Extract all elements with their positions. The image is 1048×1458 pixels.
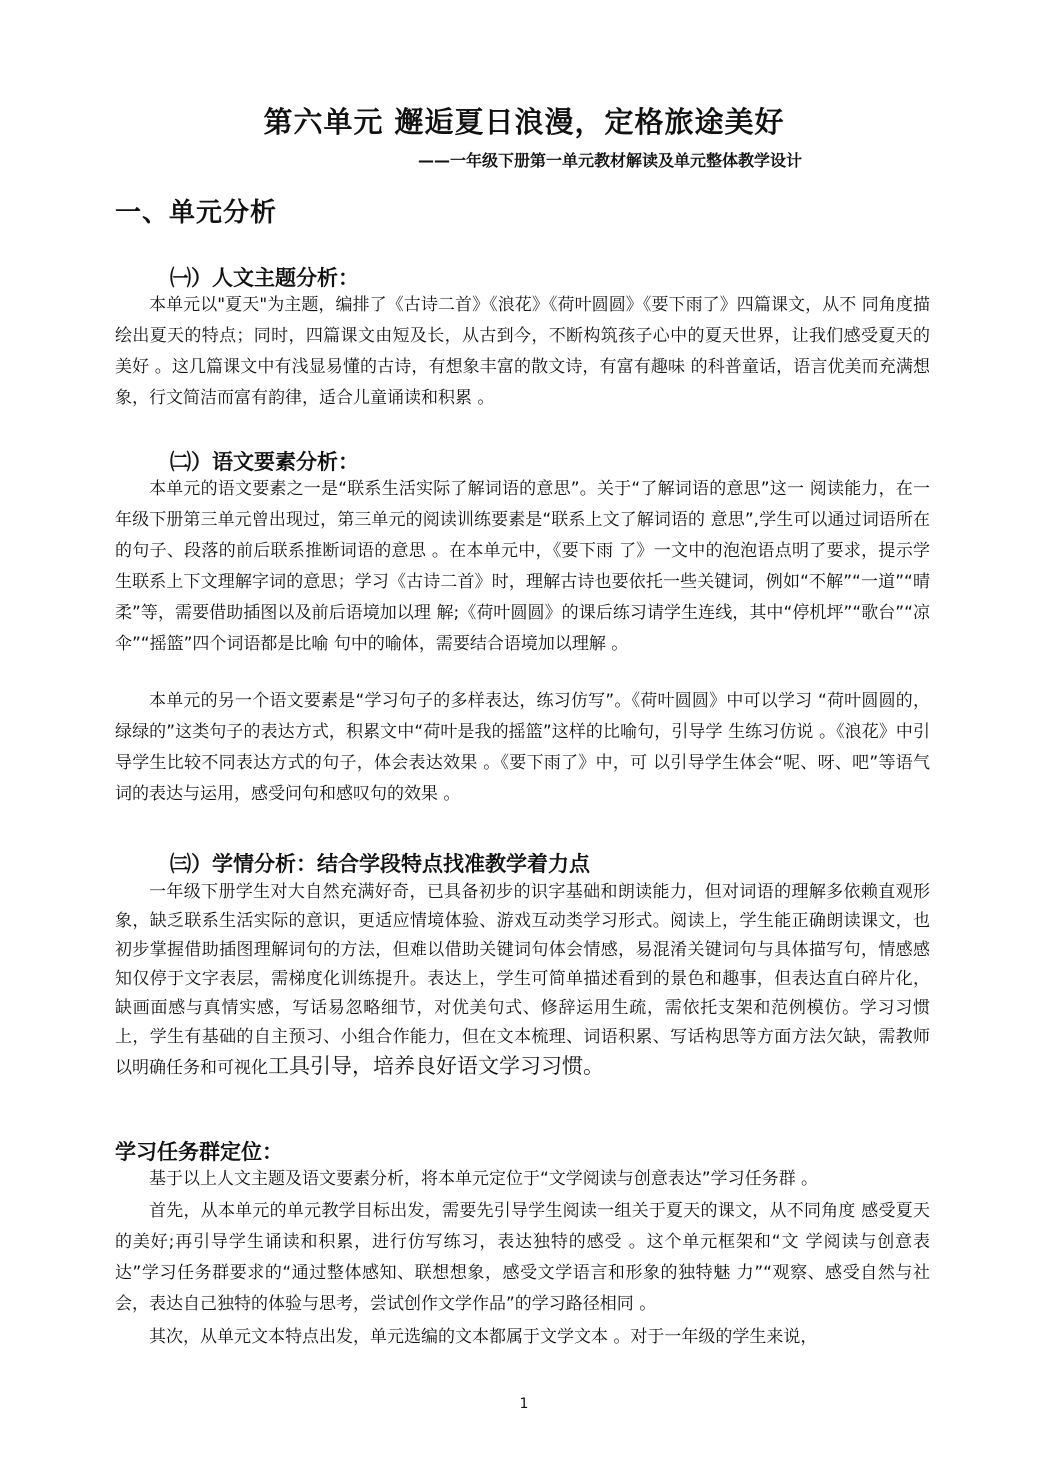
- learner-analysis-text: 一年级下册学生对大自然充满好奇，已具备初步的识字基础和朗读能力，但对词语的理解多依赖直观形象，缺乏联系生活实际的意识，更适应情境体验、游戏互动类学习形式。阅读上，学生能正确朗读课文，也初步掌握借助插图理解词句的方法，但难以借助关键词句体会情感，易混淆关键词句与具体描写句，情感感知仅停于文字表层，需梯度化训练提升。表达上，学生可简单描述看到的景色和趣事，但表达直白碎片化，缺画面感与真情实感，写话易忽略细节，对优美句式、修辞运用生疏，需依托支架和范例模仿。学习习惯上，学生有基础的自主预习、小组合作能力，但在文本梳理、词语积累、写话构思等方面方法欠缺，需教师以明确任务和可视化: [115, 882, 930, 1078]
- paragraph-task-group-1: 基于以上人文主题及语文要素分析，将本单元定位于“文学阅读与创意表达”学习任务群 。: [149, 1169, 819, 1189]
- document-title: 第六单元 邂逅夏日浪漫，定格旅途美好: [263, 105, 785, 139]
- subsection-heading-learner-analysis: ㈢）学情分析：结合学段特点找准教学着力点: [170, 852, 590, 876]
- learner-analysis-text-large: 工具引导，培养良好语文学习习惯。: [268, 1054, 604, 1078]
- heading-task-group-positioning: 学习任务群定位：: [115, 1140, 283, 1164]
- paragraph-learner-analysis: [115, 878, 930, 1083]
- subsection-heading-language-elements: ㈡）语文要素分析：: [170, 450, 359, 474]
- paragraph-task-group-2: 首先，从本单元的单元教学目标出发，需要先引导学生阅读一组关于夏天的课文，从不同角度 感受夏天的美好;再引导学生诵读和积累，进行仿写练习，表达独特的感受 。这个单元框架和“文 学阅读与创意表达”学习任务群要求的“通过整体感知、联想想象，感受文学语言和形象的独特魅 力”“观察、感受自然与社会，表达自己独特的体验与思考，尝试创作文学作品”的学习路径相同 。: [115, 1201, 930, 1314]
- paragraph-humanities-theme: 本单元以"夏天"为主题，编排了《古诗二首》《浪花》《荷叶圆圆》《要下雨了》四篇课文，从不 同角度描绘出夏天的特点；同时，四篇课文由短及长，从古到今，不断构筑孩子心中的夏天世界，让我们感受夏天的美好 。这几篇课文中有浅显易懂的古诗，有想象丰富的散文诗，有富有趣味 的科普童话，语言优美而充满想象，行文简洁而富有韵律，适合儿童诵读和积累 。: [115, 295, 930, 408]
- paragraph-task-group-3: 其次，从单元文本特点出发，单元选编的文本都属于文学文本 。对于一年级的学生来说，: [149, 1327, 818, 1347]
- paragraph-language-elements-2: 本单元的另一个语文要素是“学习句子的多样表达，练习仿写”。《荷叶圆圆》中可以学习 “荷叶圆圆的，绿绿的”这类句子的表达方式，积累文中“荷叶是我的摇篮”这样的比喻句，引导学 生练习仿说 。《浪花》中引导学生比较不同表达方式的句子，体会表达效果 。《要下雨了》中，可 以引导学生体会“呢、呀、吧”等语气词的表达与运用，感受问句和感叹句的效果 。: [115, 691, 930, 804]
- paragraph-language-elements-1: 本单元的语文要素之一是“联系生活实际了解词语的意思”。关于“了解词语的意思”这一 阅读能力，在一年级下册第三单元曾出现过，第三单元的阅读训练要素是“联系上文了解词语的 意思”,学生可以通过词语所在的句子、段落的前后联系推断词语的意思 。在本单元中，《要下雨 了》一文中的泡泡语点明了要求，提示学生联系上下文理解字词的意思；学习《古诗二首》时，理解古诗也要依托一些关键词，例如“不解”“一道”“晴柔”等，需要借助插图以及前后语境加以理 解;《荷叶圆圆》的课后练习请学生连线，其中“停机坪”“歌台”“凉伞”“摇篮”四个词语都是比喻 句中的喻体，需要结合语境加以理解 。: [115, 479, 930, 654]
- section-heading-unit-analysis: 一、单元分析: [115, 198, 278, 228]
- document-subtitle: ——一年级下册第一单元教材解读及单元整体教学设计: [418, 151, 803, 170]
- subsection-heading-humanities-theme: ㈠）人文主题分析：: [170, 266, 359, 290]
- page-number: 1: [519, 1396, 529, 1412]
